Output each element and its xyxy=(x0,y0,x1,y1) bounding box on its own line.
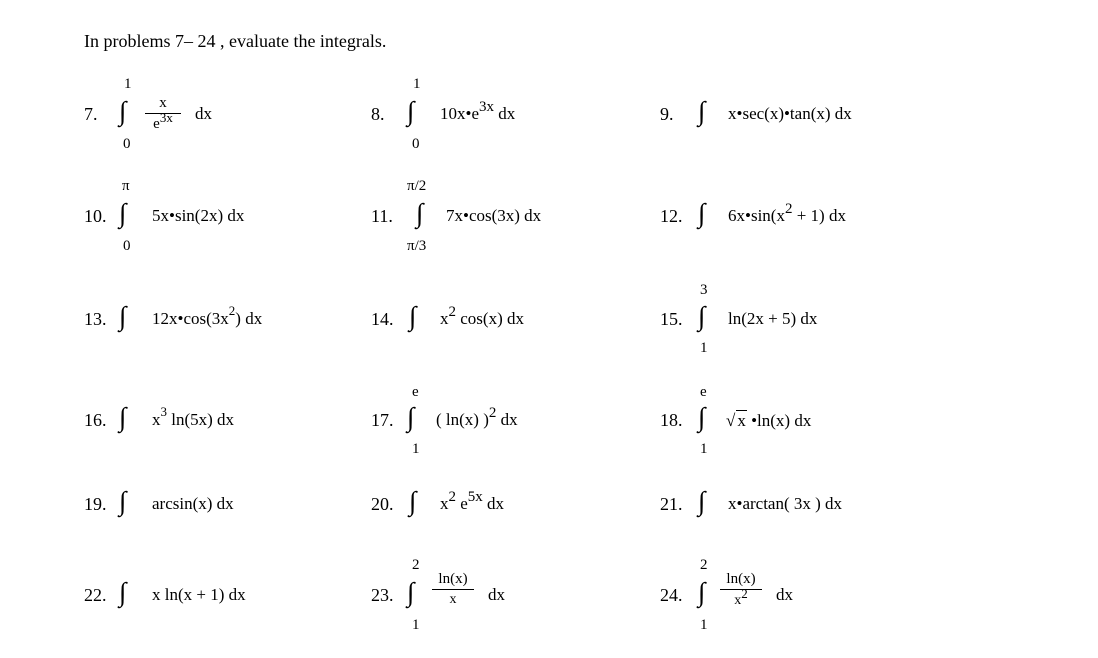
lower-limit: 1 xyxy=(700,441,708,457)
integrand: 6x•sin(x2 + 1) dx xyxy=(728,201,846,225)
integrand: ln(2x + 5) dx xyxy=(728,309,818,328)
lower-limit: π/3 xyxy=(407,238,427,254)
fraction-bar xyxy=(432,589,474,590)
problem-number: 12. xyxy=(660,206,683,226)
upper-limit: π xyxy=(122,178,130,194)
integrand: x ln(x + 1) dx xyxy=(152,585,246,604)
numerator: x xyxy=(159,95,167,111)
integrand: $12x•\cos(3x^2)$ dx xyxy=(152,303,263,328)
problem-number: 7. xyxy=(84,104,98,124)
lower-limit: 1 xyxy=(412,441,420,457)
problem-number: 21. xyxy=(660,494,683,514)
integral-sign: ∫ xyxy=(407,577,415,607)
lower-limit: 0 xyxy=(123,238,131,254)
differential: dx xyxy=(195,104,212,123)
integral-sign: ∫ xyxy=(119,96,127,126)
upper-limit: 1 xyxy=(413,76,421,92)
integral-sign: ∫ xyxy=(409,301,417,331)
problem-number: 20. xyxy=(371,494,394,514)
integrand: $x^3$ ln(5x) dx xyxy=(152,404,235,429)
integral-sign: ∫ xyxy=(119,198,127,228)
upper-limit: e xyxy=(412,384,419,400)
integral-sign: ∫ xyxy=(119,402,127,432)
problem-number: 9. xyxy=(660,104,674,124)
differential: dx xyxy=(776,585,793,604)
denominator: e3x xyxy=(153,110,173,132)
integral-sign: ∫ xyxy=(119,486,127,516)
problem-number: 24. xyxy=(660,585,683,605)
integrand: 10x•e3x dx xyxy=(440,99,516,123)
integrand: √ x •ln(x) dx xyxy=(726,411,812,430)
integrand: x2 e5x dx xyxy=(440,489,505,513)
problem-number: 23. xyxy=(371,585,394,605)
upper-limit: 3 xyxy=(700,282,708,298)
sqrt-icon: √ xyxy=(726,411,736,430)
integrand: x2 cos(x) dx xyxy=(440,304,524,328)
upper-limit: e xyxy=(700,384,707,400)
integral-sign: ∫ xyxy=(698,486,706,516)
fraction xyxy=(720,571,762,609)
integral-sign: ∫ xyxy=(698,96,706,126)
problem-number: 15. xyxy=(660,309,683,329)
problem-number: 18. xyxy=(660,410,683,430)
integral-sign: ∫ xyxy=(407,96,415,126)
problem-number: 14. xyxy=(371,309,394,329)
integral-sign: ∫ xyxy=(409,486,417,516)
integral-sign: ∫ xyxy=(416,198,424,228)
problem-number: 10. xyxy=(84,206,107,226)
numerator: ln(x) xyxy=(438,571,468,587)
upper-limit: π/2 xyxy=(407,178,427,194)
integral-sign: ∫ xyxy=(698,301,706,331)
upper-limit: 2 xyxy=(700,557,708,573)
denominator: x2 xyxy=(734,586,748,608)
integral-sign: ∫ xyxy=(119,577,127,607)
problem-number: 11. xyxy=(371,206,393,226)
lower-limit: 1 xyxy=(700,617,708,633)
lower-limit: 0 xyxy=(412,136,420,152)
integrand: x•sec(x)•tan(x) dx xyxy=(728,104,852,123)
integral-sign: ∫ xyxy=(407,402,415,432)
integral-sign: ∫ xyxy=(119,301,127,331)
lower-limit: 1 xyxy=(700,340,708,356)
integrand: ( ln(x) )2 dx xyxy=(436,405,518,429)
upper-limit: 1 xyxy=(124,76,132,92)
integral-sign: ∫ xyxy=(698,402,706,432)
problem-number: 22. xyxy=(84,585,107,605)
denominator: x xyxy=(449,592,457,607)
instructions: In problems 7– 24 , evaluate the integrals. xyxy=(84,31,387,51)
problem-number: 17. xyxy=(371,410,394,430)
fraction xyxy=(432,571,474,608)
integral-sign: ∫ xyxy=(698,577,706,607)
integral-sign: ∫ xyxy=(698,198,706,228)
problem-number: 13. xyxy=(84,309,107,329)
numerator: ln(x) xyxy=(726,571,756,587)
problem-number: 16. xyxy=(84,410,107,430)
problem-number: 19. xyxy=(84,494,107,514)
fraction xyxy=(145,95,181,133)
upper-limit: 2 xyxy=(412,557,420,573)
problem-number: 8. xyxy=(371,104,385,124)
differential: dx xyxy=(488,585,505,604)
integrand: x•arctan( 3x ) dx xyxy=(728,494,843,513)
integrand: 7x•cos(3x) dx xyxy=(446,206,542,225)
integrand: arcsin(x) dx xyxy=(152,494,234,513)
integrand: 5x•sin(2x) dx xyxy=(152,206,245,225)
lower-limit: 1 xyxy=(412,617,420,633)
lower-limit: 0 xyxy=(123,136,131,152)
